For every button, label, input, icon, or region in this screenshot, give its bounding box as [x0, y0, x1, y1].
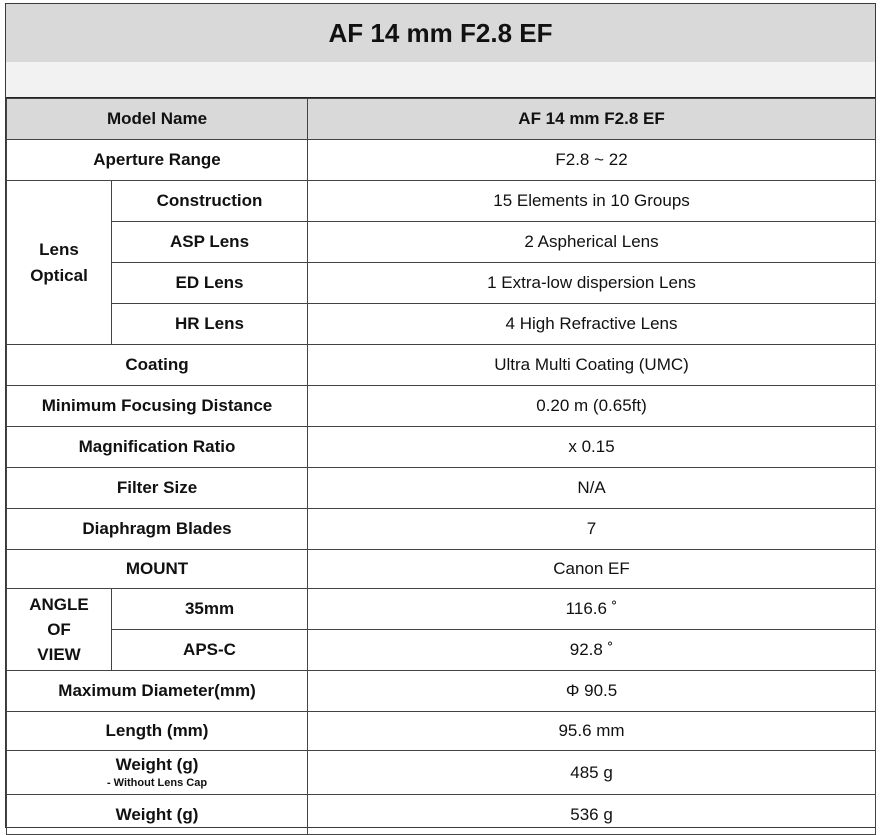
row-value: F2.8 ~ 22 [308, 140, 876, 181]
row-value: Φ 90.5 [308, 671, 876, 712]
header-label: Model Name [7, 99, 308, 140]
row-label: Length (mm) [7, 712, 308, 751]
row-value: 95.6 mm [308, 712, 876, 751]
row-value: 0.20 m (0.65ft) [308, 386, 876, 427]
table-row [7, 751, 876, 795]
table-row [7, 712, 876, 751]
table-row [7, 181, 876, 222]
row-value: 7 [308, 509, 876, 550]
row-label: ED Lens [112, 263, 308, 304]
row-value: Ultra Multi Coating (UMC) [308, 345, 876, 386]
row-label: APS-C [112, 630, 308, 671]
spec-table [6, 98, 876, 835]
group-label-line: Lens [39, 240, 79, 260]
row-value: 116.6 ˚ [308, 589, 876, 630]
table-row [7, 550, 876, 589]
table-row [7, 386, 876, 427]
row-label: Construction [112, 181, 308, 222]
group-label-line: VIEW [37, 645, 81, 665]
table-row [7, 589, 876, 630]
row-label: Aperture Range [7, 140, 308, 181]
table-row [7, 345, 876, 386]
row-value: 485 g [308, 751, 876, 795]
spec-sheet [5, 3, 876, 828]
row-value: 2 Aspherical Lens [308, 222, 876, 263]
group-label-line: ANGLE [29, 594, 89, 614]
table-row [7, 630, 876, 671]
group-label-line: OF [47, 619, 71, 639]
table-row [7, 509, 876, 550]
row-value: x 0.15 [308, 427, 876, 468]
group-label-lens-optical [7, 181, 112, 345]
row-label: Coating [7, 345, 308, 386]
row-label: Filter Size [7, 468, 308, 509]
row-label: 35mm [112, 589, 308, 630]
table-row [7, 671, 876, 712]
page-title: AF 14 mm F2.8 EF [6, 4, 875, 62]
row-label: ASP Lens [112, 222, 308, 263]
table-row [7, 99, 876, 140]
title-spacer [6, 62, 875, 98]
group-label-line: Optical [30, 265, 88, 285]
row-value: 4 High Refractive Lens [308, 304, 876, 345]
table-row [7, 427, 876, 468]
row-label: MOUNT [7, 550, 308, 589]
row-value: Canon EF [308, 550, 876, 589]
row-value: N/A [308, 468, 876, 509]
table-row [7, 222, 876, 263]
table-row [7, 140, 876, 181]
row-label: Maximum Diameter(mm) [7, 671, 308, 712]
row-label: Weight (g) [115, 755, 199, 774]
row-note: - Without Lens Cap [106, 777, 208, 790]
row-label: Minimum Focusing Distance [7, 386, 308, 427]
group-label-angle-of-view [7, 589, 112, 671]
row-value: 1 Extra-low dispersion Lens [308, 263, 876, 304]
table-row [7, 468, 876, 509]
row-label-with-note [7, 751, 308, 795]
row-label: Diaphragm Blades [7, 509, 308, 550]
row-value: 92.8 ˚ [308, 630, 876, 671]
row-value: 15 Elements in 10 Groups [308, 181, 876, 222]
header-value: AF 14 mm F2.8 EF [308, 99, 876, 140]
table-row [7, 304, 876, 345]
row-label: Weight (g) [7, 795, 308, 835]
table-row [7, 795, 876, 835]
table-row [7, 263, 876, 304]
row-value: 536 g [308, 795, 876, 835]
row-label: Magnification Ratio [7, 427, 308, 468]
row-label: HR Lens [112, 304, 308, 345]
